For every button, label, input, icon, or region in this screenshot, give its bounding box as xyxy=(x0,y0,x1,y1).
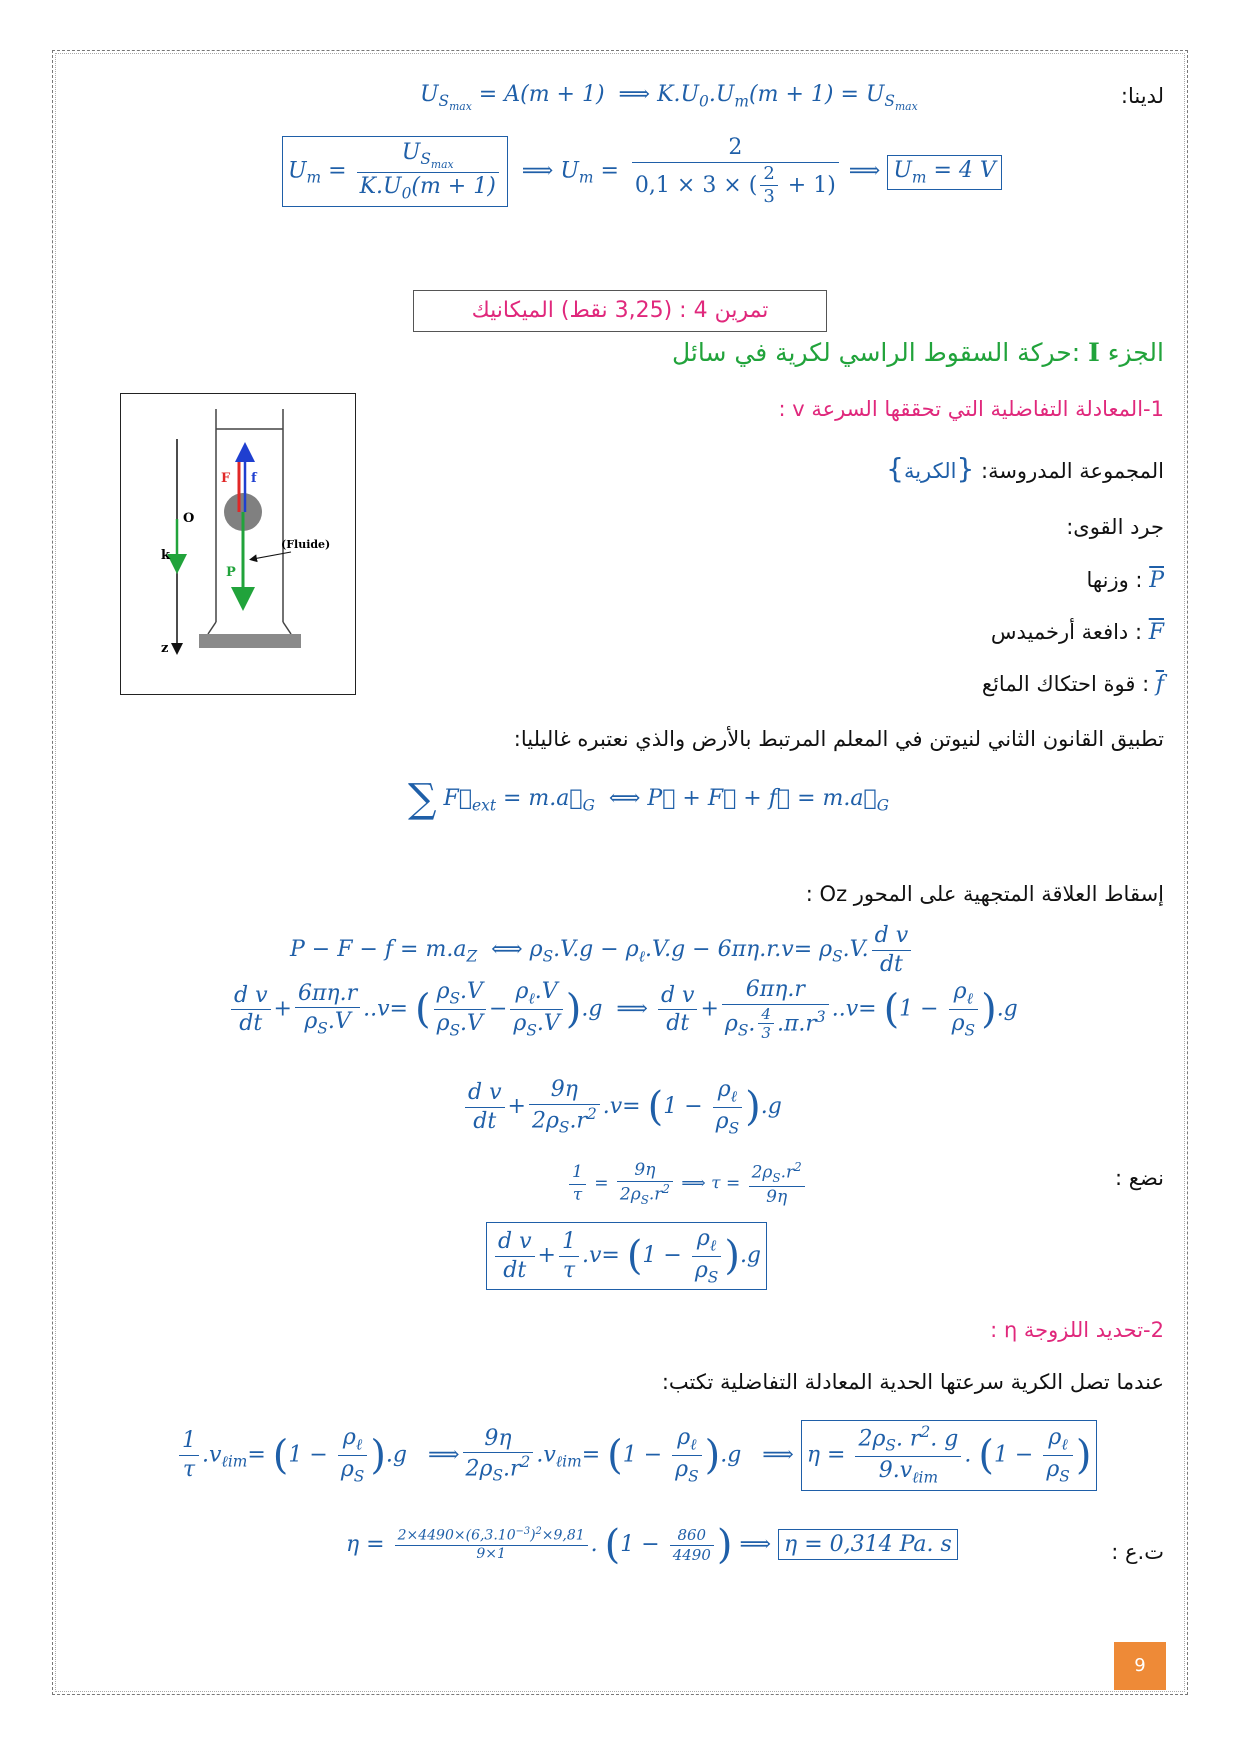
force-f-text: : قوة احتكاك المائع xyxy=(981,672,1150,696)
label-P: P xyxy=(226,565,236,580)
label-F: F xyxy=(221,471,231,486)
force-P-symbol: P xyxy=(1149,568,1164,593)
part-prefix: الجزء xyxy=(1107,338,1164,367)
equation-tau: $\frac{1}{\tau}$ = $\frac{9\eta}{2\rho_S.r^2}$ ⟹ τ = $\frac{2\rho_S.r^2}{9\eta}$ xyxy=(566,1160,808,1208)
part-numeral: I xyxy=(1088,338,1100,367)
force-F-text: : دافعة أرخميدس xyxy=(990,620,1143,644)
system-value: الكرية xyxy=(903,459,957,483)
equation-eta: $\frac{1}{\tau}$ $.v_{\ell im}= (1$ − $\rho_\ell$ $\rho_S$ ).g ⟹ $\frac{9\eta}{2\rho_S.r^2}$ $.v_{\ell im}= (1$ − $\rho_\ell$ $\rho_S$ ).g ⟹ η = $2\rho_S$. $r^2$. g $9.v_{\ell im}$ . (1 − $\rho_\ell$ $\rho_S$ ) xyxy=(176,1420,1097,1491)
falling-ball-figure xyxy=(120,393,356,695)
equation-boxed-differential: $\frac{\text{d v}}{dt}$ + $\frac{1}{\tau}$ .v= (1 − $\rho_\ell$ $\rho_S$ ).g xyxy=(486,1222,767,1290)
fraction-numerator-two: 2 xyxy=(632,134,839,163)
stand-right-leg xyxy=(283,622,291,634)
label-fluid: (Fluide) xyxy=(281,538,331,551)
ratio-denominator: 4490 xyxy=(672,1545,711,1564)
let-label: نضع : xyxy=(1115,1166,1164,1190)
stand-left-leg xyxy=(208,622,216,634)
part-title-text: :حركة السقوط الراسي لكرية في سائل xyxy=(671,338,1081,367)
stand-base xyxy=(199,634,301,648)
fraction-denominator-coef: 0,1 × 3 × xyxy=(634,172,742,198)
force-F-symbol: F xyxy=(1148,620,1164,645)
force-P xyxy=(1087,568,1164,593)
system-line: المجموعة المدروسة: {الكرية} xyxy=(886,452,1164,485)
part-title xyxy=(672,338,1164,367)
q1-title: 1-المعادلة التفاضلية التي تحققها السرعة v : xyxy=(778,397,1164,421)
equation-projection: $P - F - f = m.a_Z$ ⟺ $\rho_S.V.g - \rho_\ell.V.g - 6\pi\eta.r.v= \rho_S.V$. $\frac{\text{d v}}{dt}$ xyxy=(290,922,914,978)
page-number: 9 xyxy=(1114,1642,1166,1690)
equation-differential-1: $\frac{\text{d v}}{dt}$ + $\frac{6\pi\eta.r}{\rho_S.V}$ ..v= ( $\frac{\rho_S.V}{\rho_S.V}$ − $\rho_\ell.V$ $\rho_S.V$ ).g ⟹ $\frac{\text{d v}}{dt}$ + 6πη.r $\rho_S$. $\frac{4}{3}$ $.\pi.r^3$ ..v= (1 − $\rho_\ell$ $\rho_S$ ).g xyxy=(228,976,1018,1043)
equation-um: $U_m$ = $U_{S_{max}}$ $K.U_0(m + 1)$ ⟹ $U_m$ = 2 0,1 × 3 × ( $\frac{2}{3}$ + 1) ⟹ $U_m = 4$ V xyxy=(282,134,1002,209)
force-f-symbol: f xyxy=(1155,672,1164,697)
force-P-text: : وزنها xyxy=(1086,568,1143,592)
forces-label: جرد القوى: xyxy=(1066,515,1164,539)
limit-text: عندما تصل الكرية سرعتها الحدية المعادلة التفاضلية تكتب: xyxy=(661,1370,1164,1394)
force-F xyxy=(991,620,1164,645)
numeric-numerator: 2×4490×(6,3.10 xyxy=(397,1527,516,1544)
label-z: z xyxy=(161,641,169,656)
intro-label: لدينا: xyxy=(1120,84,1164,108)
newton-text: تطبيق القانون الثاني لنيوتن في المعلم المرتبط بالأرض والذي نعتبره غاليليا: xyxy=(513,727,1164,751)
result-um-box: $U_m = 4$ V xyxy=(887,155,1001,189)
label-k: k xyxy=(161,548,171,563)
system-label: المجموعة المدروسة: xyxy=(981,459,1164,483)
ratio-numerator: 860 xyxy=(670,1526,714,1546)
figure-svg xyxy=(121,394,355,694)
projection-text: إسقاط العلاقة المتجهية على المحور Oz : xyxy=(805,882,1164,906)
q2-title: 2-تحديد اللزوجة η : xyxy=(990,1318,1164,1342)
label-O: O xyxy=(183,511,195,526)
exercise-title: تمرين 4 : (3,25 نقط) الميكانيك xyxy=(413,290,827,332)
label-f: f xyxy=(251,471,257,486)
result-eta-box: η = 0,314 Pa. s xyxy=(778,1529,958,1560)
equation-eta-numeric: η = $\frac{2\times 4490\times(6,3.10^{-3})^2\times 9,81}{9\times 1}$ . (1 − $\frac{860}{4490}$ ) ⟹ η = 0,314 Pa. s xyxy=(346,1522,958,1568)
force-f xyxy=(982,672,1164,697)
equation-us-max: $U_{S_{max}} = A(m + 1)$ ⟹ $K.U_0.U_m(m + 1) = U_{S_{max}}$ xyxy=(420,82,918,114)
numeric-denominator: 9×1 xyxy=(476,1546,506,1563)
equation-differential-2: $\frac{\text{d v}}{dt}$ + $\frac{9\eta}{2\rho_S.r^2}$ .v= (1 − $\rho_\ell$ $\rho_S$ ).g xyxy=(462,1076,782,1138)
fluid-pointer xyxy=(253,552,291,559)
numeric-label: ت.ع : xyxy=(1111,1540,1164,1564)
equation-newton: ∑ $F⃗_{ext}$ = $m.a⃗_G$ ⟺ P⃗ + F⃗ + f⃗ = $m.a⃗_G$ xyxy=(408,776,889,822)
